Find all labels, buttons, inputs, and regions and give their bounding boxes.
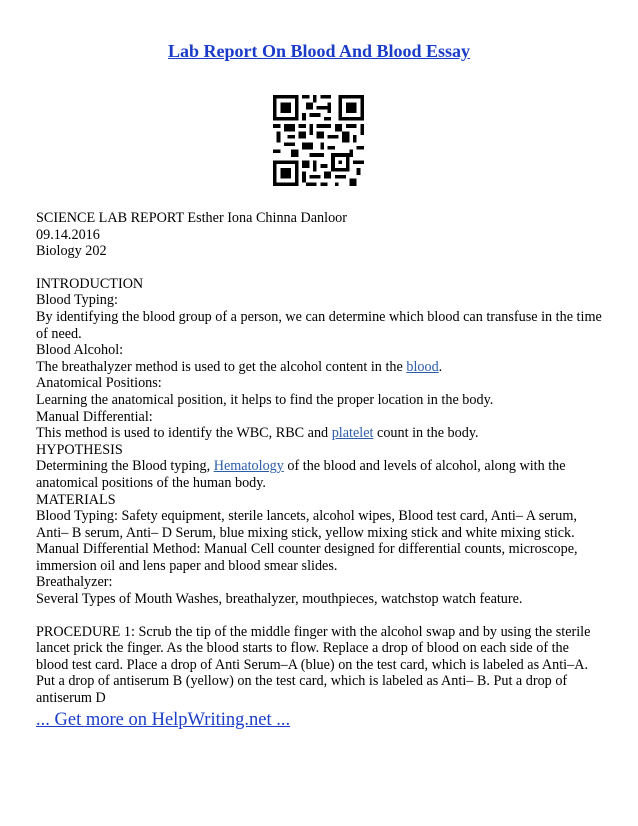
report-header-line: SCIENCE LAB REPORT Esther Iona Chinna Danloor — [36, 210, 347, 226]
text-run: of the blood and levels of alcohol, along with the anatomical positions of the human body. — [36, 458, 566, 491]
report-course: Biology 202 — [36, 243, 107, 260]
report-date: 09.14.2016 — [36, 226, 100, 243]
subheading-anatomical-positions: Anatomical Positions: — [36, 375, 162, 392]
text-run: . — [438, 358, 443, 375]
text-run: count in the body. — [373, 425, 479, 442]
paragraph-blood-alcohol — [36, 359, 602, 376]
paragraph-procedure: PROCEDURE 1: Scrub the tip of the middle finger with the alcohol swap and by using the sterile lancet prick the finger. As the blood starts to flow. Replace a drop of blood on each side of the blood test card. Place a drop of Anti Serum–A (blue) on the test card, which is labeled as Anti–A. Put a drop of antiserum B (yellow) on the test card, which is labeled as Anti– B. Put a drop of antiserum D — [36, 623, 591, 707]
subheading-breathalyzer: Breathalyzer: — [36, 574, 113, 591]
paragraph-manual-differential — [36, 425, 602, 442]
blood-link[interactable]: blood — [406, 358, 439, 375]
paragraph-breathalyzer: Several Types of Mouth Washes, breathalyzer, mouthpieces, watchstop watch feature. — [36, 591, 523, 608]
subheading-blood-alcohol: Blood Alcohol: — [36, 342, 124, 359]
paragraph-blood-typing: By identifying the blood group of a person, we can determine which blood can transfuse in the time of need. — [36, 308, 602, 342]
paragraph-anatomical-positions: Learning the anatomical position, it helps to find the proper location in the body. — [36, 391, 494, 408]
get-more-link[interactable]: ... Get more on HelpWriting.net ... — [36, 710, 291, 730]
text-run: Determining the Blood typing, — [36, 458, 214, 475]
text-run: This method is used to identify the WBC, RBC and — [36, 425, 332, 442]
platelet-link[interactable]: platelet — [331, 425, 374, 442]
paragraph-hypothesis — [36, 458, 602, 491]
document-body — [36, 210, 602, 707]
section-heading-hypothesis: HYPOTHESIS — [36, 441, 123, 458]
document-title[interactable]: Lab Report On Blood And Blood Essay — [167, 41, 471, 61]
paragraph-materials-manual-differential: Manual Differential Method: Manual Cell counter designed for differential counts, microscope, immersion oil and lens paper and blood smear slides. — [36, 541, 578, 574]
section-heading-introduction: INTRODUCTION — [36, 275, 144, 292]
section-heading-materials: MATERIALS — [36, 491, 116, 508]
paragraph-materials-blood-typing: Blood Typing: Safety equipment, sterile lancets, alcohol wipes, Blood test card, Anti– A serum, Anti– B serum, Anti– D Serum, blue mixing stick, yellow mixing stick and white mixing stick. — [36, 508, 577, 541]
hematology-link[interactable]: Hematology — [213, 458, 284, 475]
text-run: The breathalyzer method is used to get the alcohol content in the — [36, 358, 407, 375]
qr-code-icon — [273, 95, 364, 186]
subheading-manual-differential: Manual Differential: — [36, 408, 153, 425]
subheading-blood-typing: Blood Typing: — [36, 292, 118, 309]
